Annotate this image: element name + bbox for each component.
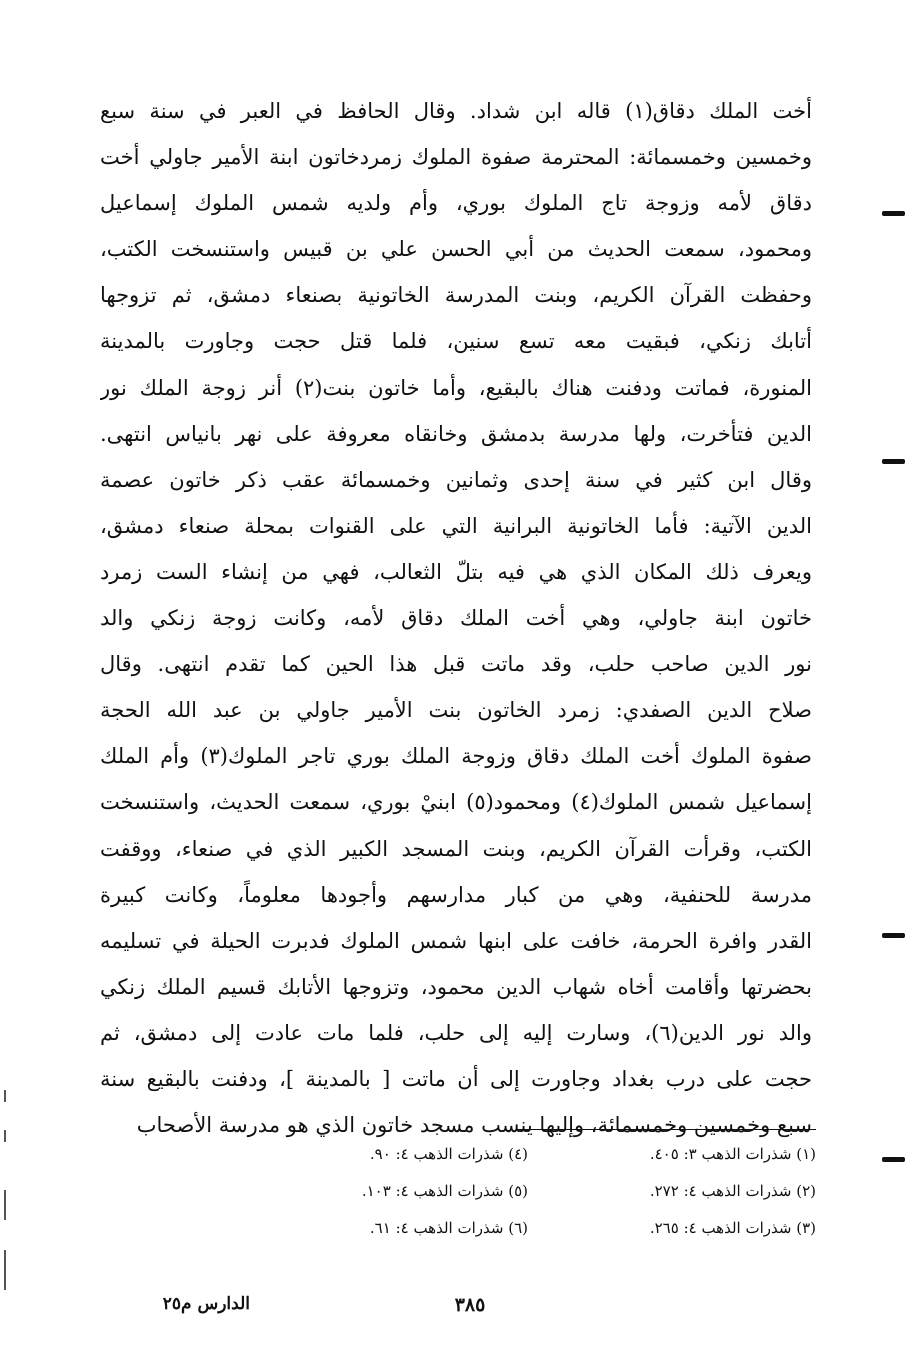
scan-edge-mark xyxy=(882,211,905,216)
footnote-5: (٥) شذرات الذهب ٤: ١٠٣. xyxy=(361,1182,528,1200)
footnote-6: (٦) شذرات الذهب ٤: ٦١. xyxy=(369,1219,528,1237)
footnote-2: (٢) شذرات الذهب ٤: ٢٧٢. xyxy=(649,1182,816,1200)
scan-edge-tick xyxy=(4,1130,6,1142)
footnote-separator xyxy=(516,1129,816,1130)
text-line: مدرسة للحنفية، وهي من كبار مدارسهم وأجودها معلوماً، وكانت كبيرة xyxy=(100,882,812,907)
text-line: صلاح الدين الصفدي: زمرد الخاتون بنت الأمير جاولي بن عبد الله الحجة xyxy=(100,698,812,723)
text-line: سبع وخمسين وخمسمائة، وإليها ينسب مسجد خاتون الذي هو مدرسة الأصحاب xyxy=(136,1113,812,1138)
main-text xyxy=(100,88,812,1148)
scan-edge-tick xyxy=(4,1250,6,1290)
text-line: نور الدين صاحب حلب، وقد ماتت قبل هذا الحين كما تقدم انتهى. وقال xyxy=(100,652,812,677)
text-line: حجت على درب بغداد وجاورت إلى أن ماتت [ بالمدينة ]، ودفنت بالبقيع سنة xyxy=(100,1066,812,1091)
text-line: وخمسين وخمسمائة: المحترمة صفوة الملوك زمردخاتون ابنة الأمير جاولي أخت xyxy=(100,145,812,170)
footnotes xyxy=(240,1136,816,1247)
scan-edge-mark xyxy=(882,933,905,938)
text-line: بحضرتها وأقامت أخاه شهاب الدين محمود، وتزوجها الأتابك قسيم الملك زنكي xyxy=(100,974,812,999)
text-line: صفوة الملوك أخت الملك دقاق وزوجة الملك بوري تاجر الملوك(٣) وأم الملك xyxy=(100,744,812,769)
text-line: القدر وافرة الحرمة، خافت على ابنها شمس الملوك فدبرت الحيلة في تسليمه xyxy=(100,928,812,953)
text-line: أتابك زنكي، فبقيت معه تسع سنين، فلما قتل حجت وجاورت بالمدينة xyxy=(100,329,812,354)
text-line: ومحمود، سمعت الحديث من أبي الحسن علي بن قبيس واستنسخت الكتب، xyxy=(100,237,812,262)
text-line: وحفظت القرآن الكريم، وبنت المدرسة الخاتونية بصنعاء دمشق، ثم تزوجها xyxy=(100,283,812,308)
text-line: والد نور الدين(٦)، وسارت إليه إلى حلب، فلما مات عادت إلى دمشق، ثم xyxy=(100,1020,812,1045)
scan-edge-tick xyxy=(4,1090,6,1102)
scan-edge-mark xyxy=(882,1157,905,1162)
text-line: أخت الملك دقاق(١) قاله ابن شداد. وقال الحافظ في العبر في سنة سبع xyxy=(100,99,812,123)
text-line: إسماعيل شمس الملوك(٤) ومحمود(٥) ابنيْ بوري، سمعت الحديث، واستنسخت xyxy=(100,790,812,815)
page-number: ٣٨٥ xyxy=(454,1294,486,1316)
text-line: الكتب، وقرأت القرآن الكريم، وبنت المسجد الكبير الذي في صنعاء، ووقفت xyxy=(100,836,812,861)
footnote-1: (١) شذرات الذهب ٣: ٤٠٥. xyxy=(649,1145,816,1163)
text-line: خاتون ابنة جاولي، وهي أخت الملك دقاق لأمه، وكانت زوجة زنكي والد xyxy=(100,606,812,631)
text-line: دقاق لأمه وزوجة تاج الملوك بوري، وأم ولديه شمس الملوك إسماعيل xyxy=(100,191,812,216)
text-line: وقال ابن كثير في سنة إحدى وثمانين وخمسمائة عقب ذكر خاتون عصمة xyxy=(100,467,812,492)
printer-signature: الدارس م٢٥ xyxy=(162,1294,250,1314)
text-line: المنورة، فماتت ودفنت هناك بالبقيع، وأما خاتون بنت(٢) أنر زوجة الملك نور xyxy=(100,375,812,400)
text-line: الدين فتأخرت، ولها مدرسة بدمشق وخانقاه معروفة على نهر بانياس انتهى. xyxy=(100,421,812,446)
footnote-3: (٣) شذرات الذهب ٤: ٢٦٥. xyxy=(649,1219,816,1237)
footnote-4: (٤) شذرات الذهب ٤: ٩٠. xyxy=(369,1145,528,1163)
scan-edge-mark xyxy=(882,459,905,464)
text-line: الدين الآتية: فأما الخاتونية البرانية التي على القنوات بمحلة صنعاء دمشق، xyxy=(100,513,812,538)
text-line: ويعرف ذلك المكان الذي هي فيه بتلّ الثعالب، فهي من إنشاء الست زمرد xyxy=(100,559,812,584)
scan-edge-tick xyxy=(4,1190,6,1220)
